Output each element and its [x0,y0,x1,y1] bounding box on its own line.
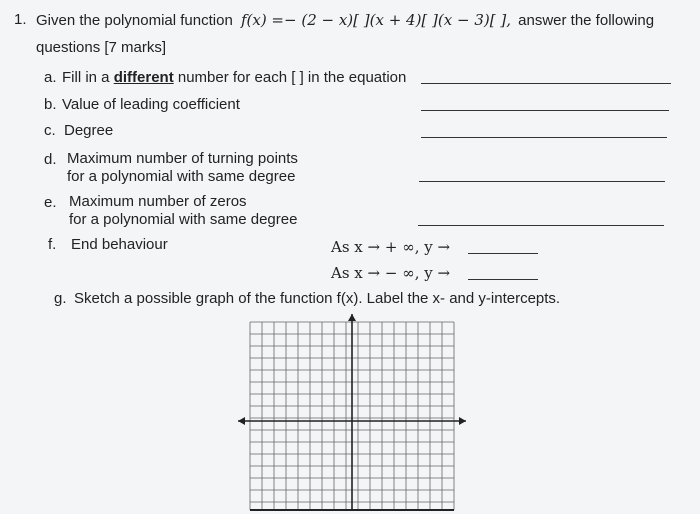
part-a-before: Fill in a [62,69,110,86]
part-f-text: End behaviour [71,236,168,253]
question-marks: questions [7 marks] [36,39,167,56]
answer-line-f1[interactable] [468,253,538,254]
part-f-label: f. [48,236,57,253]
part-d-line2: for a polynomial with same degree [67,168,296,185]
part-a-after: number for each [ ] in the equation [177,69,407,86]
end-behaviour-row2: As x → − ∞, y → [331,264,451,282]
part-a-text [62,69,406,86]
question-intro [36,11,654,29]
y-axis-arrow-up-icon [348,314,356,321]
part-d-label: d. [44,151,57,168]
question-intro-text: Given the polynomial function [36,12,233,29]
answer-line-f2[interactable] [468,279,538,280]
part-c-text: Degree [64,122,114,139]
part-g-text: Sketch a possible graph of the function f(x). Label the x- and y-intercepts. [74,290,561,307]
x-axis-arrow-right-icon [459,417,466,425]
answer-line-e[interactable] [418,225,664,226]
question-number: 1. [14,11,27,28]
question-intro-tail: answer the following [518,12,655,29]
x-axis-arrow-left-icon [238,417,245,425]
part-e-line2: for a polynomial with same degree [69,211,298,228]
answer-line-a[interactable] [421,83,671,84]
part-a-label: a. [44,69,57,86]
polynomial-function: f(x) =− (2 − x)[ ](x + 4)[ ](x − 3)[ ], [240,11,511,29]
part-a-emphasis: different [113,69,174,86]
part-e-label: e. [44,194,57,211]
answer-line-d[interactable] [419,181,665,182]
answer-line-b[interactable] [421,110,669,111]
part-d-line1: Maximum number of turning points [67,150,298,167]
part-e-line1: Maximum number of zeros [69,193,247,210]
part-c-label: c. [44,122,56,139]
part-b-label: b. [44,96,57,113]
end-behaviour-row1: As x → + ∞, y → [331,238,451,256]
part-g-label: g. [54,290,67,307]
part-b-text: Value of leading coefficient [62,96,240,113]
sketch-grid[interactable] [232,312,472,512]
answer-line-c[interactable] [421,137,667,138]
